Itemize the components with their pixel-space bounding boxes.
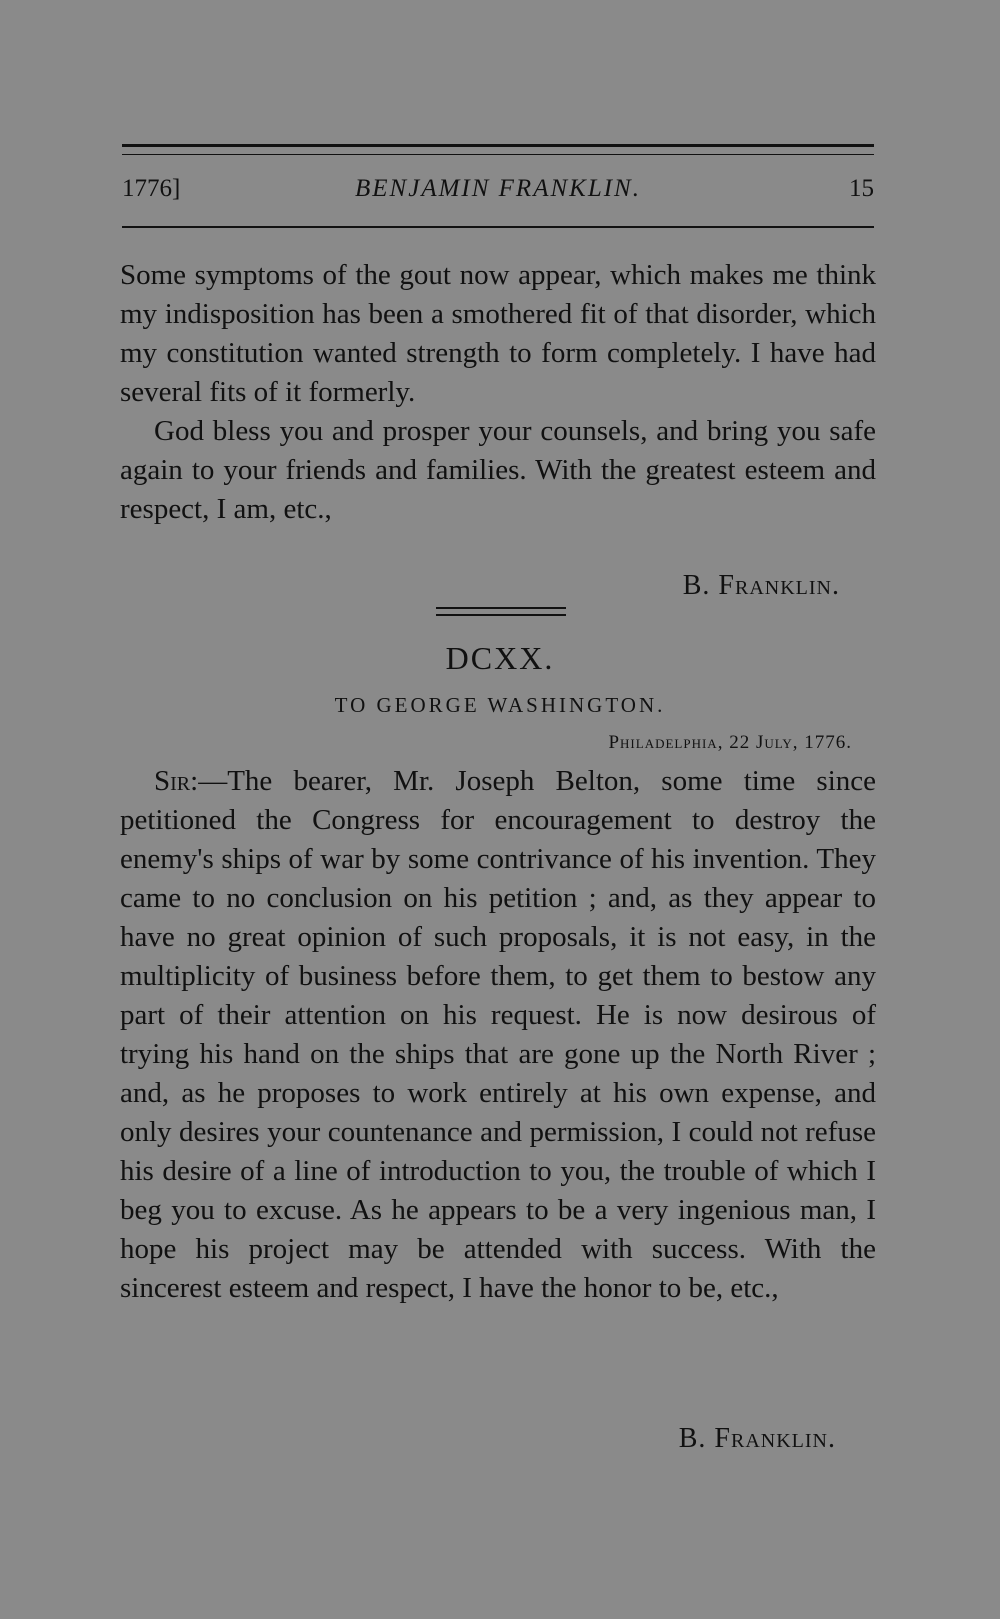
letter1-signature: B. Franklin. (682, 570, 840, 601)
letter2-paragraph (120, 762, 876, 1308)
letter2-body (120, 762, 876, 1308)
header-rule-top-thin (122, 154, 874, 155)
section-divider-top (436, 607, 566, 609)
header-rule-bottom (122, 226, 874, 228)
letter1-paragraph-1: Some symptoms of the gout now appear, which makes me think my indisposition has been a smothered fit of that disorder, which my constitution wanted strength to form completely. I have had several fits of it formerly. (120, 259, 876, 408)
letter2-salutation: Sir (154, 765, 191, 797)
header-year: 1776] (122, 175, 181, 202)
header-rule-top (122, 144, 874, 147)
letter1-body (120, 256, 876, 529)
header-page-number: 15 (849, 175, 874, 202)
header-title: BENJAMIN FRANKLIN. (355, 175, 641, 202)
letter2-body-text: :—The bearer, Mr. Joseph Belton, some time since petitioned the Congress for encouragement to destroy the enemy's ships of war by some contrivance of his invention. They came to no conclusion on his petition ; and, as they appear to have no great opinion of such proposals, it is not easy, in the multiplicity of business before them, to get them to bestow any part of their attention on his request. He is now desirous of trying his hand on the ships that are gone up the North River ; and, as he proposes to work entirely at his own expense, and only desires your countenance and permission, I could not refuse his desire of a line of introduction to you, the trouble of which I beg you to excuse. As he appears to be a very ingenious man, I hope his project may be attended with success. With the sincerest esteem and respect, I have the honor to be, etc., (120, 765, 876, 1304)
letter1-paragraph-2: God bless you and prosper your counsels, and bring you safe again to your friends and families. With the greatest esteem and respect, I am, etc., (120, 415, 876, 525)
running-header (122, 175, 874, 215)
letter-recipient: TO GEORGE WASHINGTON. (334, 693, 666, 717)
letter-numeral: DCXX. (445, 640, 555, 676)
section-divider-bottom (436, 614, 566, 616)
letter-place-date: Philadelphia, 22 July, 1776. (608, 732, 852, 753)
letter2-signature: B. Franklin. (678, 1423, 836, 1454)
